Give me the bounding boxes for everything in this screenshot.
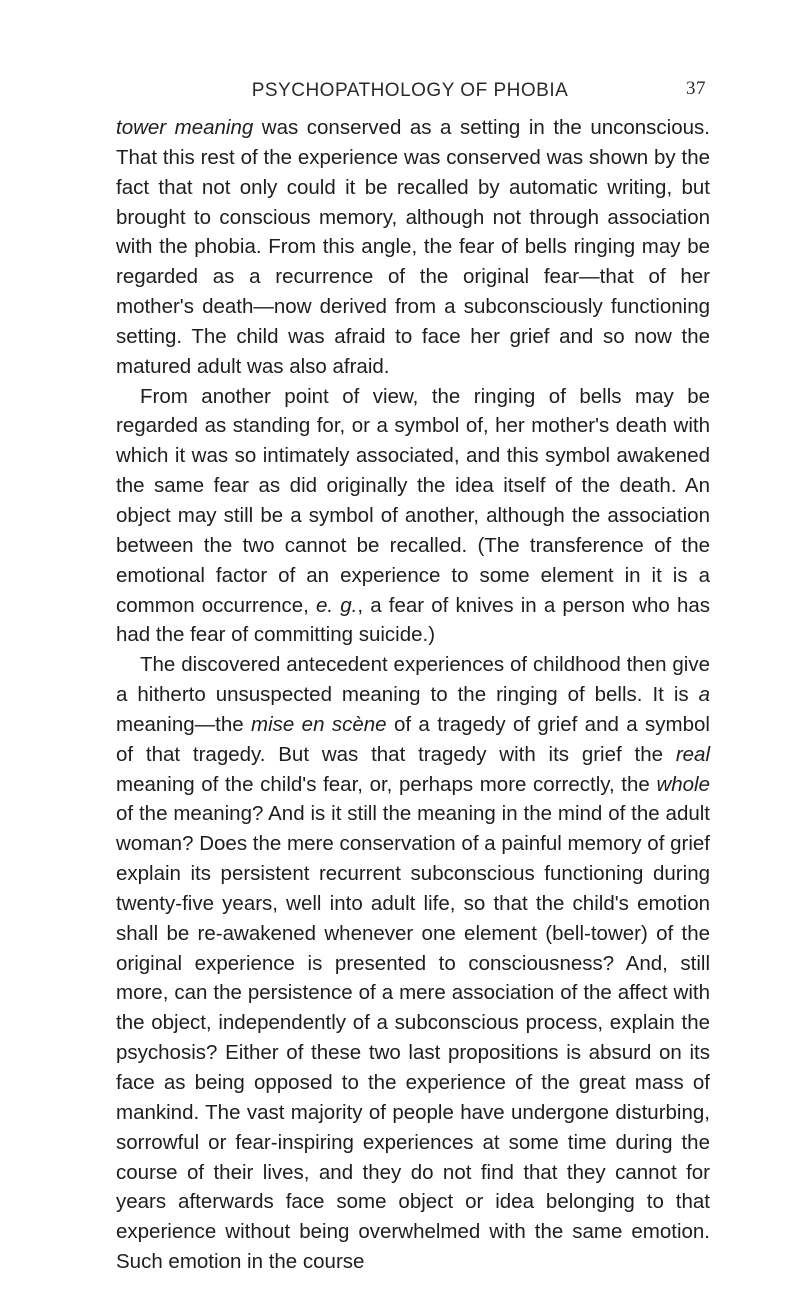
text-run: meaning of the child's fear, or, perhaps more correctly, the	[116, 772, 657, 796]
paragraph	[116, 113, 710, 382]
running-title: PSYCHOPATHOLOGY OF PHOBIA	[251, 80, 569, 101]
text-run: of the meaning? And is it still the meaning in the mind of the adult woman? Does the mere conservation of a painful memory of grief explain its persistent recurrent subconscious functioning during twenty-five years, well into adult life, so that the child's emotion shall be re-awakened whenever one element (bell-tower) of the original experience is presented to consciousness? And, still more, can the persistence of a mere association of the affect with the object, independently of a subconscious process, explain the psychosis? Either of these two last propositions is absurd on its face as being opposed to the experience of the great mass of mankind. The vast majority of people have undergone disturbing, sorrowful or fear-inspiring experiences at some time during the course of their lives, and they do not find that they cannot for years afterwards face some object or idea belonging to that experience without being overwhelmed with the same emotion. Such emotion in the course	[116, 802, 710, 1274]
body-text	[116, 113, 710, 1277]
italic-text: real	[675, 742, 710, 766]
italic-text: e. g.	[316, 593, 358, 617]
text-run: meaning—the	[116, 712, 252, 736]
paragraph	[116, 382, 710, 651]
italic-text: tower meaning	[116, 116, 254, 139]
text-run: , a fear of knives in a person who has had the fear of committing suicide.)	[116, 593, 710, 647]
text-run: From another point of view, the ringing of bells may be regarded as standing for, or a symbol of, her mother's death with which it was so intimately associated, and this symbol awakened the same fear as did originally the idea itself of the death. An object may still be a symbol of another, although the association between the two cannot be recalled. (The transference of the emotional factor of an experience to some element in it is a common occurrence,	[116, 384, 710, 617]
italic-text: a	[698, 683, 710, 707]
text-run: The discovered antecedent experiences of childhood then give a hitherto unsuspected meaning to the ringing of bells. It is	[116, 653, 710, 707]
italic-text: whole	[656, 772, 710, 796]
italic-text: mise en scène	[251, 712, 387, 736]
page-number: 37	[686, 78, 706, 99]
text-run: of a tragedy of grief and a symbol of that tragedy. But was that tragedy with its grief the	[116, 712, 710, 766]
text-run: was conserved as a setting in the unconscious. That this rest of the experience was conserved was shown by the fact that not only could it be recalled by automatic writing, but brought to conscious memory, although not through association with the phobia. From this angle, the fear of bells ringing may be regarded as a recurrence of the original fear—that of her mother's death—now derived from a subconsciously functioning setting. The child was afraid to face her grief and so now the matured adult was also afraid.	[116, 116, 710, 378]
paragraph	[116, 650, 710, 1277]
